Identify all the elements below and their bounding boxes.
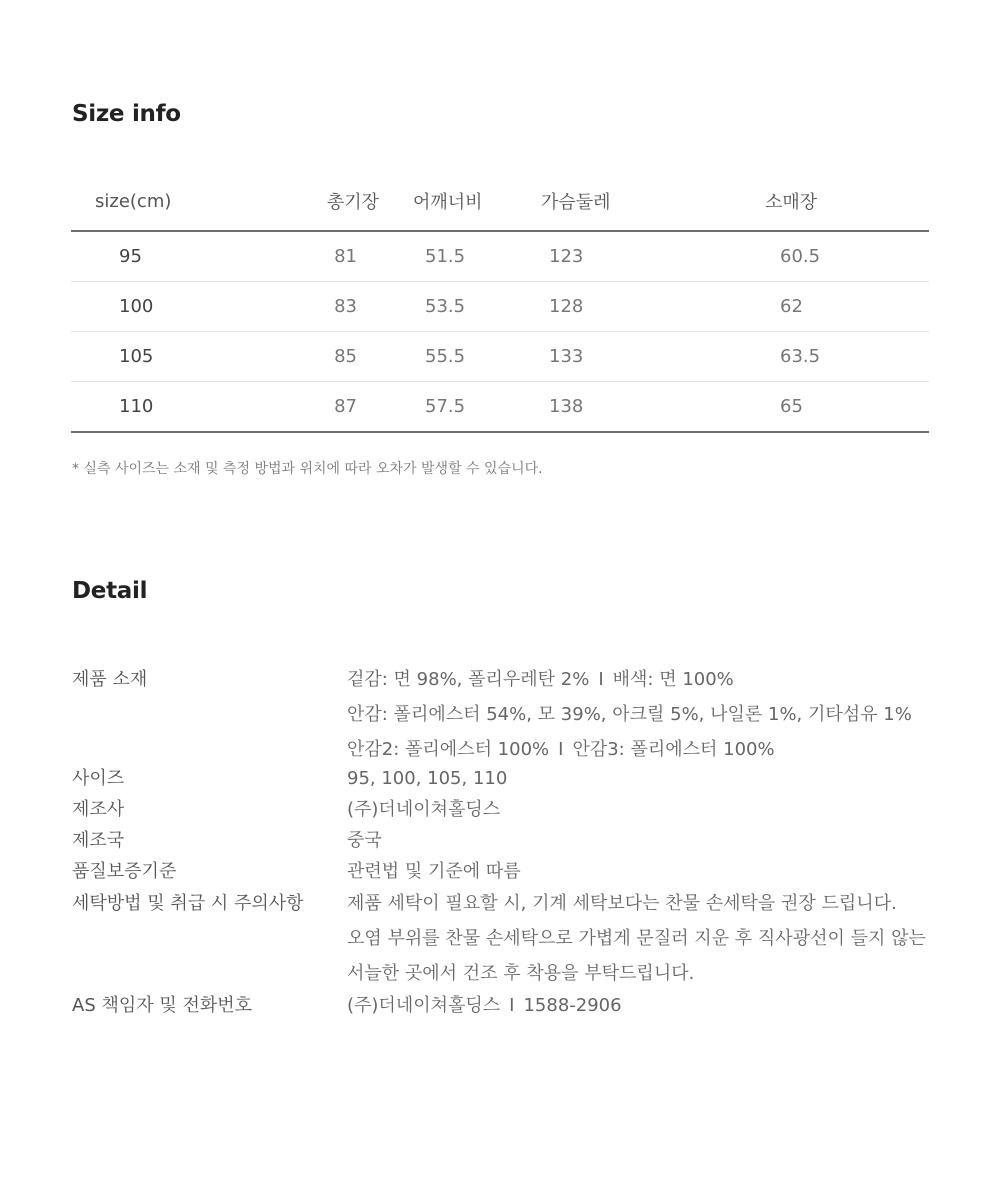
size-table-row xyxy=(71,332,929,382)
separator: I xyxy=(558,739,564,760)
size-table-header-chest: 가슴둘레 xyxy=(517,172,743,231)
length-cell: 81 xyxy=(199,231,407,282)
detail-value-text: 안감: 폴리에스터 54%, 모 39%, 아크릴 5%, 나일론 1%, 기타섬유 1% xyxy=(347,704,912,725)
detail-value-text: 관련법 및 기준에 따름 xyxy=(347,861,521,882)
detail-value-line xyxy=(347,798,932,822)
detail-value xyxy=(347,668,932,762)
sleeve-cell: 63.5 xyxy=(743,332,929,382)
sleeve-cell: 62 xyxy=(743,282,929,332)
detail-row xyxy=(72,829,932,853)
detail-label: 제품 소재 xyxy=(72,669,148,690)
detail-value-text: 배색: 면 100% xyxy=(612,669,734,690)
detail-value-line xyxy=(347,962,932,986)
detail-value-text: 안감3: 폴리에스터 100% xyxy=(572,739,775,760)
detail-value-line xyxy=(347,927,932,951)
detail-value-text: 서늘한 곳에서 건조 후 착용을 부탁드립니다. xyxy=(347,963,695,984)
detail-label: 제조사 xyxy=(72,799,125,820)
detail-title: Detail xyxy=(72,578,148,604)
chest-cell: 128 xyxy=(517,282,743,332)
detail-value-text: (주)더네이쳐홀딩스 xyxy=(347,995,501,1016)
detail-value-text: 겉감: 면 98%, 폴리우레탄 2% xyxy=(347,669,590,690)
length-cell: 85 xyxy=(199,332,407,382)
sleeve-cell: 65 xyxy=(743,382,929,433)
detail-value xyxy=(347,994,932,1018)
detail-value-line xyxy=(347,994,932,1018)
size-table-header-shoulder: 어깨너비 xyxy=(407,172,517,231)
size-cell: 95 xyxy=(71,231,199,282)
size-table xyxy=(71,172,929,433)
detail-value-text: 중국 xyxy=(347,830,382,851)
detail-value xyxy=(347,860,932,884)
detail-list xyxy=(72,668,932,1018)
detail-value-text: 오염 부위를 찬물 손세탁으로 가볍게 문질러 지운 후 직사광선이 들지 않는 xyxy=(347,928,926,949)
shoulder-cell: 57.5 xyxy=(407,382,517,433)
detail-value-line xyxy=(347,767,932,791)
shoulder-cell: 55.5 xyxy=(407,332,517,382)
size-cell: 110 xyxy=(71,382,199,433)
detail-value-text: 1588-2906 xyxy=(523,995,622,1016)
size-table-header-row xyxy=(71,172,929,231)
detail-value-line xyxy=(347,829,932,853)
size-table-row xyxy=(71,382,929,433)
detail-value-line xyxy=(347,860,932,884)
detail-value-text: 제품 세탁이 필요할 시, 기계 세탁보다는 찬물 손세탁을 권장 드립니다. xyxy=(347,893,897,914)
detail-row xyxy=(72,668,932,762)
detail-row xyxy=(72,767,932,791)
size-table-header-size: size(cm) xyxy=(71,172,199,231)
separator: I xyxy=(598,669,604,690)
shoulder-cell: 53.5 xyxy=(407,282,517,332)
detail-value-line xyxy=(347,668,932,692)
detail-value-line xyxy=(347,703,932,727)
length-cell: 87 xyxy=(199,382,407,433)
size-table-header-sleeve: 소매장 xyxy=(743,172,929,231)
detail-value-text: 안감2: 폴리에스터 100% xyxy=(347,739,550,760)
sleeve-cell: 60.5 xyxy=(743,231,929,282)
detail-value xyxy=(347,798,932,822)
chest-cell: 133 xyxy=(517,332,743,382)
detail-value-text: 95, 100, 105, 110 xyxy=(347,768,508,789)
detail-row xyxy=(72,798,932,822)
detail-value xyxy=(347,829,932,853)
size-table-row xyxy=(71,282,929,332)
detail-value-text: (주)더네이쳐홀딩스 xyxy=(347,799,501,820)
detail-row xyxy=(72,994,932,1018)
detail-row xyxy=(72,860,932,884)
separator: I xyxy=(509,995,515,1016)
size-note: * 실측 사이즈는 소재 및 측정 방법과 위치에 따라 오차가 발생할 수 있습니다. xyxy=(72,461,543,477)
detail-value-line xyxy=(347,738,932,762)
chest-cell: 138 xyxy=(517,382,743,433)
detail-row xyxy=(72,892,932,986)
size-cell: 105 xyxy=(71,332,199,382)
length-cell: 83 xyxy=(199,282,407,332)
detail-label: 품질보증기준 xyxy=(72,861,177,882)
detail-value-line xyxy=(347,892,932,916)
detail-label: 사이즈 xyxy=(72,768,125,789)
detail-label: 제조국 xyxy=(72,830,125,851)
detail-value xyxy=(347,892,932,986)
chest-cell: 123 xyxy=(517,231,743,282)
shoulder-cell: 51.5 xyxy=(407,231,517,282)
size-info-title: Size info xyxy=(72,101,181,127)
size-table-row xyxy=(71,231,929,282)
detail-label: 세탁방법 및 취급 시 주의사항 xyxy=(72,893,304,914)
detail-label: AS 책임자 및 전화번호 xyxy=(72,995,253,1016)
size-table-header-length: 총기장 xyxy=(199,172,407,231)
size-cell: 100 xyxy=(71,282,199,332)
detail-value xyxy=(347,767,932,791)
